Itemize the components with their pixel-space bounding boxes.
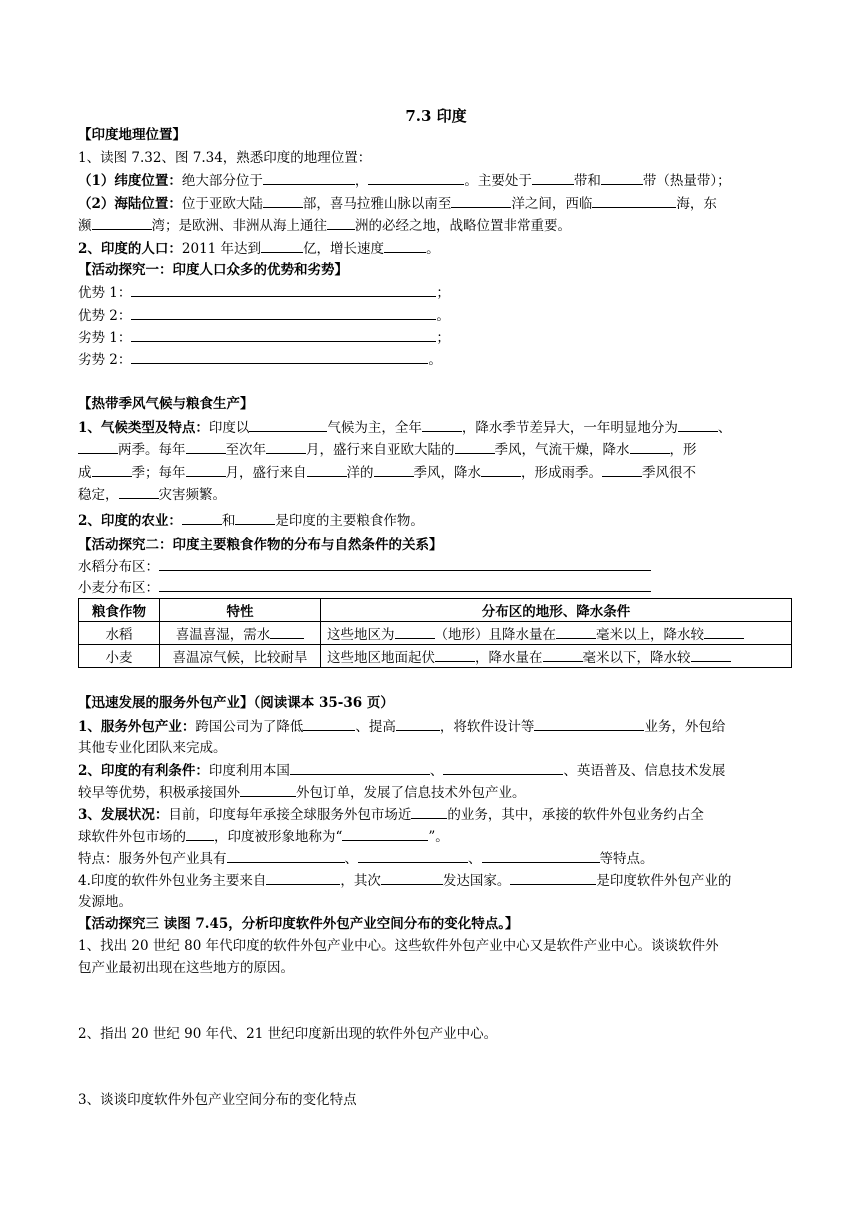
blank[interactable] bbox=[602, 462, 642, 477]
text: 洋的 bbox=[346, 465, 374, 481]
rice-area-line bbox=[78, 556, 651, 577]
reading-note: （阅读课本 35-36 页） bbox=[253, 695, 394, 711]
text: 海，东 bbox=[676, 196, 717, 212]
text: ，降水量在 bbox=[475, 650, 543, 666]
blank[interactable] bbox=[534, 716, 644, 731]
text: 、 bbox=[717, 420, 732, 436]
blank[interactable] bbox=[374, 462, 414, 477]
advantages-line-2 bbox=[78, 782, 526, 803]
blank[interactable] bbox=[435, 647, 475, 662]
blank[interactable] bbox=[510, 870, 596, 885]
agriculture-line bbox=[78, 510, 424, 531]
blank[interactable] bbox=[266, 439, 306, 454]
blank[interactable] bbox=[290, 760, 430, 775]
text: 是印度的主要粮食作物。 bbox=[275, 513, 424, 529]
blank[interactable] bbox=[395, 624, 435, 639]
conditions-cell bbox=[321, 645, 792, 668]
text: 季；每年 bbox=[131, 465, 186, 481]
text: ； bbox=[436, 285, 450, 301]
question-3: 3、谈谈印度软件外包产业空间分布的变化特点 bbox=[78, 1092, 357, 1108]
blank[interactable] bbox=[481, 462, 521, 477]
text: ，形成雨季。 bbox=[521, 465, 602, 481]
table-row bbox=[79, 622, 792, 645]
text: 、英语普及、信息技术发展 bbox=[563, 763, 726, 779]
text: 毫米以上，降水较 bbox=[596, 627, 704, 643]
climate-line-1 bbox=[78, 417, 731, 438]
text: 这些地区地面起伏 bbox=[327, 650, 435, 666]
text: 至次年 bbox=[225, 442, 266, 458]
activity2-heading: 【活动探究二：印度主要粮食作物的分布与自然条件的关系】 bbox=[78, 537, 443, 553]
text: 带（热量带）； bbox=[642, 173, 731, 189]
blank[interactable] bbox=[381, 870, 443, 885]
text: 小麦分布区： bbox=[78, 580, 159, 596]
blank[interactable] bbox=[303, 716, 355, 731]
land-sea-line-2 bbox=[78, 215, 571, 236]
blank[interactable] bbox=[78, 439, 118, 454]
text: 这些地区为 bbox=[327, 627, 395, 643]
blank[interactable] bbox=[263, 170, 355, 185]
blank[interactable] bbox=[119, 484, 159, 499]
text: 印度利用本国 bbox=[208, 763, 290, 779]
text: 气候为主，全年 bbox=[327, 420, 422, 436]
blank[interactable] bbox=[532, 170, 574, 185]
text: 季风很不 bbox=[642, 465, 696, 481]
text: 湾；是欧洲、非洲从海上通往 bbox=[151, 218, 327, 234]
sources-line-1 bbox=[78, 870, 731, 891]
text: 、提高 bbox=[355, 719, 396, 735]
text: 季风，气流干燥，降水 bbox=[494, 442, 630, 458]
text: 、 bbox=[344, 851, 358, 867]
text: 特点：服务外包产业具有 bbox=[78, 851, 227, 867]
text: 和 bbox=[221, 513, 236, 529]
text: ，形 bbox=[669, 442, 697, 458]
text: 绝大部分位于 bbox=[181, 173, 263, 189]
text: ，降水季节差异大，一年明显地分为 bbox=[461, 420, 678, 436]
crop-cell: 小麦 bbox=[79, 645, 160, 668]
text: ，将软件设计等 bbox=[439, 719, 535, 735]
text: 洋之间，西临 bbox=[511, 196, 593, 212]
outsourcing-heading bbox=[78, 693, 394, 713]
text: 4.印度的软件外包业务主要来自 bbox=[78, 873, 267, 889]
activity1-heading: 【活动探究一：印度人口众多的优势和劣势】 bbox=[78, 262, 348, 278]
section-heading-location: 【印度地理位置】 bbox=[78, 127, 186, 143]
status-label: 3、发展状况： bbox=[78, 807, 169, 823]
header-trait: 特性 bbox=[160, 599, 321, 622]
advantages-label: 2、印度的有利条件： bbox=[78, 763, 209, 779]
item-label: 优势 2： bbox=[78, 308, 132, 324]
text: 。 bbox=[436, 308, 450, 324]
blank[interactable] bbox=[451, 193, 511, 208]
text: 月，盛行来自 bbox=[225, 465, 307, 481]
conditions-cell bbox=[321, 622, 792, 645]
wheat-area-line bbox=[78, 577, 651, 598]
page-title: 7.3 印度 bbox=[405, 107, 467, 125]
grain-table bbox=[78, 598, 792, 668]
blank[interactable] bbox=[601, 170, 643, 185]
answer-line[interactable] bbox=[131, 305, 436, 320]
blank[interactable] bbox=[235, 510, 275, 525]
text: 发达国家。 bbox=[442, 873, 511, 889]
text: 、 bbox=[468, 851, 482, 867]
blank[interactable] bbox=[186, 462, 226, 477]
blank[interactable] bbox=[556, 624, 596, 639]
blank[interactable] bbox=[307, 462, 347, 477]
population-line bbox=[78, 238, 440, 259]
blank[interactable] bbox=[704, 624, 744, 639]
table-row bbox=[79, 645, 792, 668]
advantage-1 bbox=[78, 282, 450, 303]
text: 位于亚欧大陆 bbox=[181, 196, 263, 212]
answer-line[interactable] bbox=[131, 282, 436, 297]
text: 的业务，其中，承接的软件外包业务约占全 bbox=[447, 807, 704, 823]
blank[interactable] bbox=[368, 170, 464, 185]
blank[interactable] bbox=[263, 193, 303, 208]
item-label: 优势 1： bbox=[78, 285, 132, 301]
status-line-1 bbox=[78, 804, 704, 825]
blank[interactable] bbox=[186, 826, 214, 841]
agriculture-label: 2、印度的农业： bbox=[78, 513, 182, 529]
blank[interactable] bbox=[249, 417, 327, 432]
status-line-2 bbox=[78, 826, 449, 847]
blank[interactable] bbox=[227, 848, 345, 863]
text: 两季。每年 bbox=[118, 442, 186, 458]
crop-cell: 水稻 bbox=[79, 622, 160, 645]
answer-line[interactable] bbox=[131, 349, 428, 364]
blank[interactable] bbox=[342, 826, 428, 841]
blank[interactable] bbox=[592, 193, 676, 208]
blank[interactable] bbox=[630, 439, 670, 454]
blank[interactable] bbox=[266, 870, 340, 885]
question-2: 2、指出 20 世纪 90 年代、21 世纪印度新出现的软件外包产业中心。 bbox=[78, 1026, 498, 1042]
text: 带和 bbox=[573, 173, 601, 189]
trait-cell bbox=[160, 622, 321, 645]
blank[interactable] bbox=[411, 804, 447, 819]
section-heading-outsourcing: 【迅速发展的服务外包产业】 bbox=[78, 695, 254, 711]
text: ”。 bbox=[428, 829, 449, 845]
trait-cell: 喜温凉气候，比较耐旱 bbox=[160, 645, 321, 668]
outsourcing-label: 1、服务外包产业： bbox=[78, 719, 196, 735]
text: 较早等优势，积极承接国外 bbox=[78, 785, 240, 801]
question-1-line-2: 包产业最初出现在这些地方的原因。 bbox=[78, 960, 294, 976]
blank[interactable] bbox=[422, 417, 462, 432]
text: 是印度软件外包产业的 bbox=[596, 873, 732, 889]
table-header-row bbox=[79, 599, 792, 622]
text: 。 bbox=[426, 241, 440, 257]
text: 洲的必经之地，战略位置非常重要。 bbox=[355, 218, 571, 234]
blank[interactable] bbox=[270, 624, 304, 639]
text: 成 bbox=[78, 465, 92, 481]
text: 部，喜马拉雅山脉以南至 bbox=[302, 196, 452, 212]
text: （地形）且降水量在 bbox=[434, 627, 556, 643]
text: 亿，增长速度 bbox=[303, 241, 385, 257]
activity3-heading: 【活动探究三 读图 7.45，分析印度软件外包产业空间分布的变化特点。】 bbox=[78, 916, 519, 932]
text: 等特点。 bbox=[599, 851, 654, 867]
section-heading-climate: 【热带季风气候与粮食生产】 bbox=[78, 396, 254, 412]
blank[interactable] bbox=[186, 439, 226, 454]
text: 喜温喜湿，需水 bbox=[175, 627, 271, 643]
header-conditions: 分布区的地形、降水条件 bbox=[321, 599, 792, 622]
question-read-map: 1、读图 7.32、图 7.34，熟悉印度的地理位置： bbox=[78, 150, 372, 166]
blank[interactable] bbox=[543, 647, 583, 662]
header-crop: 粮食作物 bbox=[79, 599, 160, 622]
blank[interactable] bbox=[691, 647, 731, 662]
text: 濒 bbox=[78, 218, 92, 234]
text: 、 bbox=[429, 763, 444, 779]
latitude-label: （1）纬度位置： bbox=[78, 173, 182, 189]
blank[interactable] bbox=[455, 439, 495, 454]
blank[interactable] bbox=[396, 716, 440, 731]
text: 稳定， bbox=[78, 487, 119, 503]
features-line bbox=[78, 848, 654, 869]
text: 季风，降水 bbox=[413, 465, 481, 481]
blank[interactable] bbox=[443, 760, 563, 775]
text: ，印度被形象地称为“ bbox=[214, 829, 343, 845]
blank[interactable] bbox=[182, 510, 222, 525]
text: 外包订单，发展了信息技术外包产业。 bbox=[296, 785, 526, 801]
question-1-line-1: 1、找出 20 世纪 80 年代印度的软件外包产业中心。这些软件外包产业中心又是软件产业中心。谈谈软件外 bbox=[78, 938, 719, 954]
blank[interactable] bbox=[327, 215, 355, 230]
blank[interactable] bbox=[261, 238, 303, 253]
climate-label: 1、气候类型及特点： bbox=[78, 420, 209, 436]
latitude-line bbox=[78, 170, 731, 191]
text: 月，盛行来自亚欧大陆的 bbox=[306, 442, 455, 458]
population-label: 2、印度的人口： bbox=[78, 241, 182, 257]
blank[interactable] bbox=[678, 417, 718, 432]
item-label: 劣势 2： bbox=[78, 352, 132, 368]
blank[interactable] bbox=[358, 848, 468, 863]
text: 目前，印度每年承接全球服务外包市场近 bbox=[168, 807, 412, 823]
text: 。 bbox=[428, 352, 442, 368]
text: 。主要处于 bbox=[464, 173, 532, 189]
climate-line-4 bbox=[78, 484, 226, 505]
text: 业务，外包给 bbox=[644, 719, 726, 735]
text: ； bbox=[436, 330, 450, 346]
item-label: 劣势 1： bbox=[78, 330, 132, 346]
text: ，其次 bbox=[340, 873, 381, 889]
blank[interactable] bbox=[92, 215, 152, 230]
blank[interactable] bbox=[482, 848, 600, 863]
answer-line[interactable] bbox=[131, 327, 436, 342]
text: 水稻分布区： bbox=[78, 559, 159, 575]
outsourcing-line-2: 其他专业化团队来完成。 bbox=[78, 740, 227, 756]
disadvantage-1 bbox=[78, 327, 450, 348]
answer-line[interactable] bbox=[159, 556, 651, 571]
text: 球软件外包市场的 bbox=[78, 829, 186, 845]
climate-line-3 bbox=[78, 462, 696, 483]
sources-line-2: 发源地。 bbox=[78, 894, 132, 910]
text: 毫米以下，降水较 bbox=[582, 650, 691, 666]
advantage-2 bbox=[78, 305, 450, 326]
blank[interactable] bbox=[384, 238, 426, 253]
text: 灾害频繁。 bbox=[158, 487, 226, 503]
text: 2011 年达到 bbox=[181, 241, 262, 257]
outsourcing-line-1 bbox=[78, 716, 725, 737]
answer-line[interactable] bbox=[159, 577, 651, 592]
land-sea-label: （2）海陆位置： bbox=[78, 196, 182, 212]
blank[interactable] bbox=[240, 782, 296, 797]
text: ， bbox=[354, 173, 369, 189]
disadvantage-2 bbox=[78, 349, 442, 370]
land-sea-line bbox=[78, 193, 717, 214]
text: 跨国公司为了降低 bbox=[195, 719, 304, 735]
text: 印度以 bbox=[208, 420, 250, 436]
climate-line-2 bbox=[78, 439, 697, 460]
blank[interactable] bbox=[92, 462, 132, 477]
advantages-line-1 bbox=[78, 760, 725, 781]
